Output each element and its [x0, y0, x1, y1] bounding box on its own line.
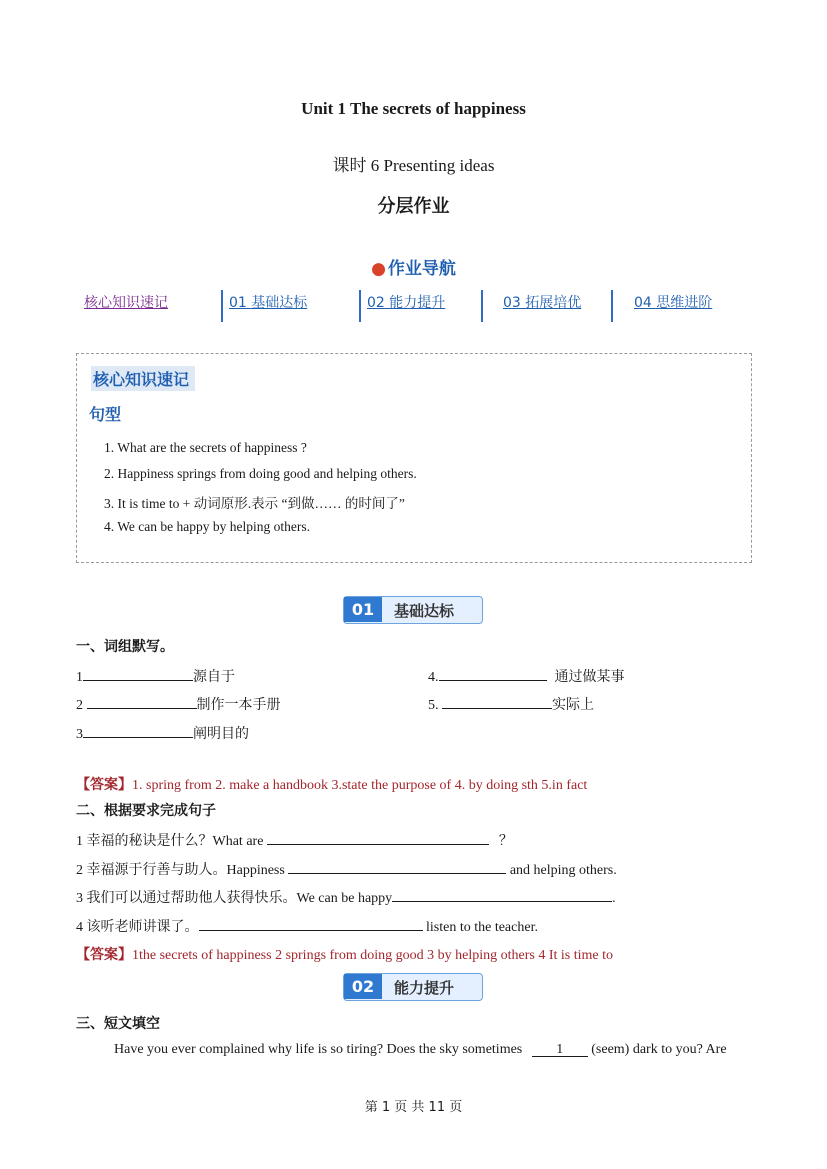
- question-end: and helping others.: [506, 863, 617, 878]
- nav-divider: [359, 290, 361, 322]
- passage-paragraph: [114, 1042, 727, 1058]
- answer-line: [76, 774, 587, 794]
- phrase-number: 1: [76, 670, 83, 685]
- question-text: 4 该听老师讲课了。: [76, 920, 199, 935]
- section-number: 02: [344, 974, 382, 999]
- question-end: listen to the teacher.: [422, 920, 538, 935]
- core-knowledge-box: [76, 353, 752, 563]
- nav-divider: [481, 290, 483, 322]
- answer-text: 1. spring from 2. make a handbook 3.state the purpose of 4. by doing sth 5.in fact: [132, 778, 588, 793]
- sentence-item: 4. We can be happy by helping others.: [104, 519, 310, 534]
- section-number: 01: [344, 597, 382, 622]
- phrase-item: [428, 694, 594, 714]
- section-label: 能力提升: [394, 979, 455, 997]
- phrase-number: 3: [76, 727, 83, 742]
- question-end: ？: [498, 834, 513, 849]
- question-text: 3 我们可以通过帮助他人获得快乐。We can be happy: [76, 891, 393, 906]
- lesson-subtitle: 课时 6 Presenting ideas: [332, 156, 495, 175]
- part-heading: 三、短文填空: [76, 1016, 160, 1032]
- answer-line: [76, 944, 613, 964]
- phrase-number: 5.: [428, 698, 442, 713]
- answer-blank[interactable]: [199, 916, 423, 931]
- phrase-meaning: 阐明目的: [193, 727, 249, 742]
- phrase-blank[interactable]: [83, 723, 193, 738]
- sentence-item: 2. Happiness springs from doing good and helping others.: [104, 466, 417, 481]
- phrase-item: [76, 723, 249, 743]
- question-text: 2 幸福源于行善与助人。Happiness: [76, 863, 289, 878]
- answer-label: 【答案】: [76, 947, 132, 963]
- phrase-number: 4.: [428, 670, 439, 685]
- sentence-item: 1. What are the secrets of happiness ?: [104, 440, 307, 455]
- nav-link-02[interactable]: 02 能力提升: [367, 295, 446, 311]
- homework-nav: [75, 290, 755, 326]
- location-pin-icon: ●: [371, 259, 386, 279]
- homework-heading: 分层作业: [377, 196, 450, 217]
- passage-blank[interactable]: [532, 1042, 588, 1057]
- phrase-blank[interactable]: [442, 694, 552, 709]
- passage-text: Have you ever complained why life is so tiring? Does the sky sometimes: [114, 1042, 526, 1057]
- nav-divider: [221, 290, 223, 322]
- phrase-blank[interactable]: [439, 666, 547, 681]
- sentence-question: [76, 887, 616, 907]
- page-footer: 第 1 页 共 11 页: [364, 1100, 463, 1115]
- passage-text: (seem) dark to you? Are: [587, 1042, 727, 1057]
- phrase-meaning: 实际上: [552, 698, 594, 713]
- phrase-number: 2: [76, 698, 87, 713]
- phrase-item: [76, 694, 281, 714]
- phrase-item: [428, 666, 625, 686]
- answer-blank[interactable]: [392, 887, 612, 902]
- sentence-question: [76, 916, 538, 936]
- nav-link-03[interactable]: 03 拓展培优: [503, 295, 582, 311]
- answer-blank[interactable]: [267, 830, 489, 845]
- sentence-question: [76, 830, 513, 850]
- part-heading: 一、词组默写。: [76, 639, 174, 655]
- part-heading: 二、根据要求完成句子: [76, 803, 216, 819]
- question-end: .: [612, 891, 616, 906]
- sentence-item: 3. It is time to + 动词原形.表示 “到做…… 的时间了”: [104, 496, 405, 511]
- nav-divider: [611, 290, 613, 322]
- nav-link-01[interactable]: 01 基础达标: [229, 295, 308, 311]
- phrase-blank[interactable]: [87, 694, 197, 709]
- answer-label: 【答案】: [76, 777, 132, 793]
- blank-number: 1: [556, 1042, 564, 1057]
- section-02-banner: [343, 973, 483, 1001]
- core-box-title: 核心知识速记: [91, 366, 195, 391]
- section-label: 基础达标: [394, 602, 455, 620]
- sentence-pattern-label: 句型: [89, 405, 122, 424]
- nav-link-04[interactable]: 04 思维进阶: [634, 295, 713, 311]
- phrase-meaning: 源自于: [193, 670, 235, 685]
- nav-title-text: 作业导航: [387, 259, 456, 279]
- section-01-banner: [343, 596, 483, 624]
- nav-title: [0, 254, 827, 279]
- phrase-blank[interactable]: [83, 666, 193, 681]
- question-text: 1 幸福的秘诀是什么？What are: [76, 834, 267, 849]
- answer-blank[interactable]: [288, 859, 506, 874]
- phrase-meaning: 制作一本手册: [196, 698, 281, 713]
- answer-text: 1the secrets of happiness 2 springs from doing good 3 by helping others 4 It is time to: [132, 948, 613, 963]
- phrase-meaning: 通过做某事: [554, 670, 625, 685]
- phrase-item: [76, 666, 235, 686]
- nav-link-core[interactable]: 核心知识速记: [84, 295, 168, 311]
- sentence-question: [76, 859, 617, 879]
- page-title: Unit 1 The secrets of happiness: [301, 99, 526, 118]
